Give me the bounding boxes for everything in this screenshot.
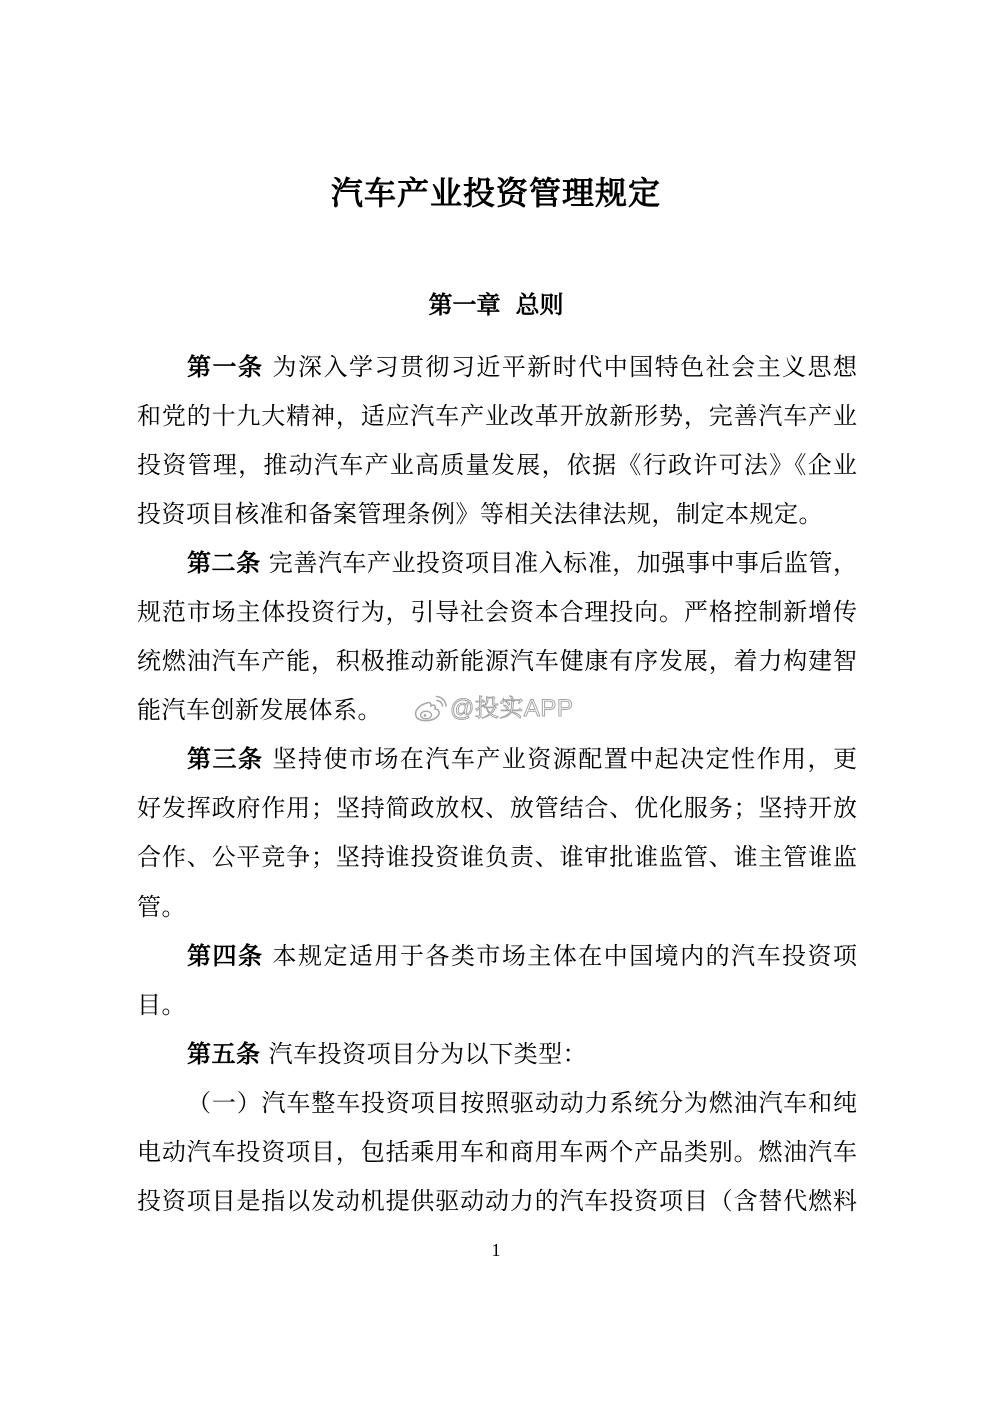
article-first-line <box>137 343 857 392</box>
article-text: 本规定适用于各类市场主体在中国境内的汽车投资项 <box>272 941 857 970</box>
clause-line: 投资项目是指以发动机提供驱动动力的汽车投资项目（含替代燃料 <box>137 1187 857 1216</box>
article-line: 管。 <box>137 892 186 921</box>
chapter-label: 第一章 <box>428 291 501 319</box>
article-4 <box>137 932 857 1030</box>
article-line: 和党的十九大精神，适应汽车产业改革开放新形势，完善汽车产业 <box>137 401 857 430</box>
article-line: 统燃油汽车产能，积极推动新能源汽车健康有序发展，着力构建智 <box>137 647 857 676</box>
article-first-line <box>137 539 857 588</box>
article-3 <box>137 735 857 931</box>
article-line: 投资项目核准和备案管理条例》等相关法律法规，制定本规定。 <box>137 499 823 528</box>
page-number: 1 <box>491 1240 501 1260</box>
article-first-line <box>137 932 857 981</box>
article-first-line <box>137 1030 857 1079</box>
clause-line: 电动汽车投资项目，包括乘用车和商用车两个产品类别。燃油汽车 <box>137 1138 857 1166</box>
article-label: 第三条 <box>187 745 264 774</box>
article-line: 能汽车创新发展体系。 <box>137 696 382 725</box>
document-body <box>137 343 857 1227</box>
article-label: 第一条 <box>187 352 264 381</box>
article-line: 投资管理，推动汽车产业高质量发展，依据《行政许可法》《企业 <box>137 450 857 479</box>
article-text: 汽车投资项目分为以下类型： <box>268 1039 588 1068</box>
article-text: 完善汽车产业投资项目准入标准，加强事中事后监管， <box>268 548 857 577</box>
weibo-icon <box>413 695 447 723</box>
clause-line: （一）汽车整车投资项目按照驱动动力系统分为燃油汽车和纯 <box>187 1088 857 1117</box>
article-label: 第五条 <box>187 1039 261 1068</box>
article-5 <box>137 1030 857 1226</box>
clause-1 <box>137 1079 857 1226</box>
article-line: 好发挥政府作用；坚持简政放权、放管结合、优化服务；坚持开放 <box>137 794 857 823</box>
watermark-text: @投实APP <box>450 695 574 722</box>
article-label: 第四条 <box>187 941 264 970</box>
article-first-line <box>137 735 857 784</box>
article-line: 合作、公平竞争；坚持谁投资谁负责、谁审批谁监管、谁主管谁监 <box>137 843 857 872</box>
article-line: 规范市场主体投资行为，引导社会资本合理投向。严格控制新增传 <box>137 597 857 626</box>
article-1 <box>137 343 857 539</box>
chapter-name: 总则 <box>515 291 564 319</box>
article-line: 目。 <box>137 990 186 1019</box>
article-text: 为深入学习贯彻习近平新时代中国特色社会主义思想 <box>272 352 857 381</box>
article-text: 坚持使市场在汽车产业资源配置中起决定性作用，更 <box>272 745 857 774</box>
chapter-heading <box>0 285 992 325</box>
article-label: 第二条 <box>187 548 261 577</box>
watermark <box>413 692 573 726</box>
document-title: 汽车产业投资管理规定 <box>330 174 661 212</box>
